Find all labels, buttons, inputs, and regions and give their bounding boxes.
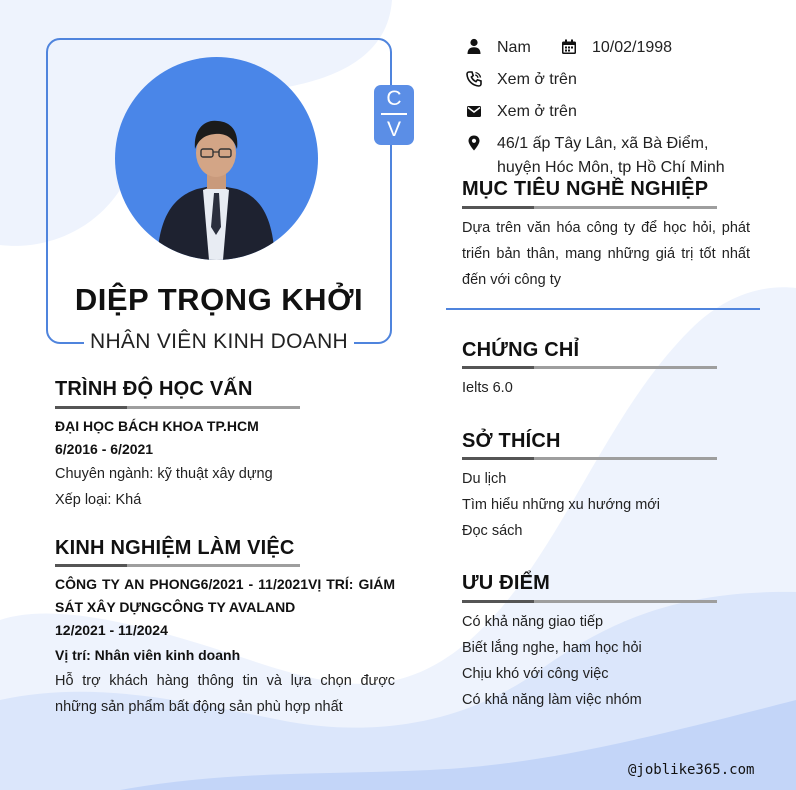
certificates-title: CHỨNG CHỈ: [462, 339, 580, 361]
candidate-role: NHÂN VIÊN KINH DOANH: [89, 330, 349, 353]
education-major: Chuyên ngành: kỹ thuật xây dựng: [55, 466, 273, 482]
cv-badge-top: C: [386, 87, 402, 110]
objective-title: MỤC TIÊU NGHỀ NGHIỆP: [462, 178, 709, 200]
cv-badge-bottom: V: [386, 118, 401, 141]
strength-item: Có khả năng làm việc nhóm: [462, 692, 642, 708]
hobbies-title: SỞ THÍCH: [462, 430, 561, 452]
calendar-icon: [561, 39, 577, 55]
phone-value: Xem ở trên: [497, 71, 577, 88]
hobby-item: Tìm hiểu những xu hướng mới: [462, 497, 661, 513]
experience-period: 12/2021 - 11/2024: [55, 622, 168, 638]
birthdate-value: 10/02/1998: [592, 39, 673, 56]
education-school: ĐẠI HỌC BÁCH KHOA TP.HCM: [55, 418, 259, 434]
experience-rule: [55, 564, 300, 567]
phone-icon: [466, 71, 482, 87]
cv-badge: [374, 85, 414, 145]
candidate-name: DIỆP TRỌNG KHỞI: [74, 282, 364, 317]
objective-rule: [462, 206, 717, 209]
profile-photo: [115, 57, 318, 260]
strength-item: Biết lắng nghe, ham học hỏi: [462, 640, 642, 656]
location-icon: [466, 135, 482, 151]
gender-value: Nam: [497, 39, 531, 56]
strength-item: Có khả năng giao tiếp: [462, 614, 604, 630]
education-title: TRÌNH ĐỘ HỌC VẤN: [55, 378, 253, 400]
certificate-item: Ielts 6.0: [462, 380, 513, 396]
experience-position: Vị trí: Nhân viên kinh doanh: [55, 647, 241, 663]
hobbies-rule: [462, 457, 717, 460]
person-avatar-icon: [115, 57, 318, 260]
hobby-item: Đọc sách: [462, 523, 523, 539]
mail-icon: [466, 103, 482, 119]
experience-description: Hỗ trợ khách hàng thông tin và lựa chọn được những sản phẩm bất động sản phù hợp nhất: [55, 673, 395, 715]
role-wrapper: [84, 330, 354, 354]
education-rule: [55, 406, 300, 409]
address-line-2: huyện Hóc Môn, tp Hồ Chí Minh: [497, 159, 725, 176]
education-period: 6/2016 - 6/2021: [55, 441, 154, 457]
certificates-rule: [462, 366, 717, 369]
education-grade: Xếp loại: Khá: [55, 492, 142, 508]
experience-heading-line-1: CÔNG TY AN PHONG6/2021 - 11/2021VỊ TRÍ: GIÁM: [55, 576, 395, 592]
user-icon: [466, 38, 482, 54]
email-value: Xem ở trên: [497, 103, 577, 120]
section-divider: [446, 308, 760, 310]
strength-item: Chịu khó với công việc: [462, 666, 609, 682]
experience-title: KINH NGHIỆM LÀM VIỆC: [55, 537, 295, 559]
hobby-item: Du lịch: [462, 471, 507, 487]
footer-handle: @joblike365.com: [628, 762, 755, 778]
experience-heading-line-2: SÁT XÂY DỰNGCÔNG TY AVALAND: [55, 599, 296, 615]
objective-text: Dựa trên văn hóa công ty để học hỏi, phát triển bản thân, mang những giá trị tốt nhất đến với công ty: [462, 220, 750, 288]
address-line-1: 46/1 ấp Tây Lân, xã Bà Điểm,: [497, 135, 709, 152]
strengths-rule: [462, 600, 717, 603]
strengths-title: ƯU ĐIỂM: [462, 572, 550, 594]
